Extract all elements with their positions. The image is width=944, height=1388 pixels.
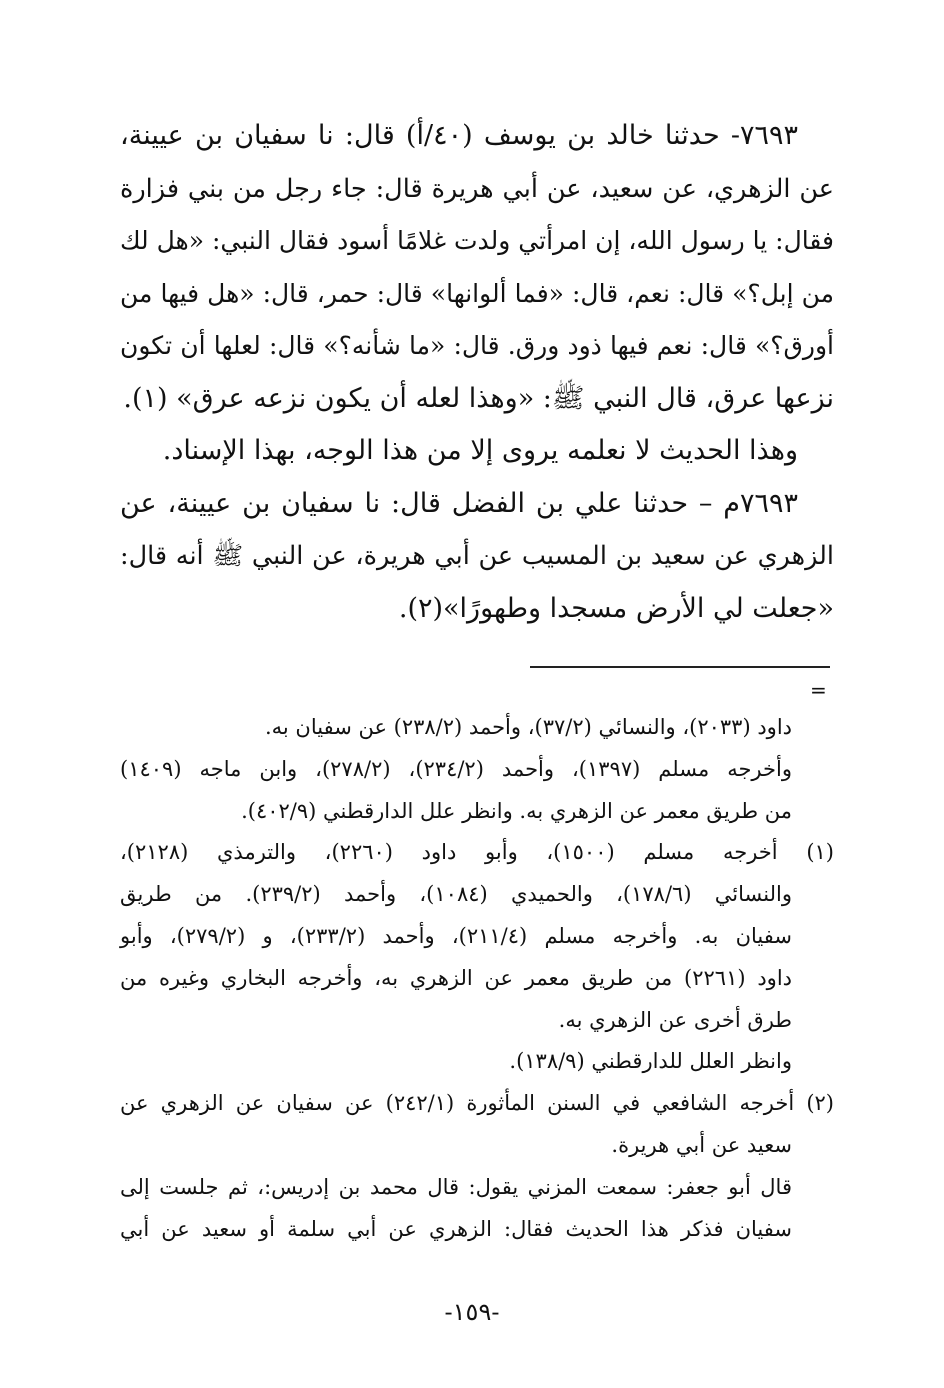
footnote-line: طرق أخرى عن الزهري به. — [558, 1007, 792, 1032]
main-text-line: عن الزهري، عن سعيد، عن أبي هريرة قال: جاء رجل من بني فزارة — [120, 173, 834, 204]
main-text-line: نزعها عرق، قال النبي ﷺ: «وهذا لعله أن يكون نزعه عرق» (١). — [123, 382, 834, 414]
main-text — [120, 110, 834, 635]
footnote-line: قال أبو جعفر: سمعت المزني يقول: قال محمد بن إدريس:، ثم جلست إلى — [120, 1174, 792, 1199]
footnote-line: والنسائي (١٧٨/٦)، والحميدي (١٠٨٤)، وأحمد (٢٣٩/٢). من طريق — [120, 882, 792, 907]
footnote-line: سعيد عن أبي هريرة. — [611, 1132, 792, 1157]
main-text-line: الزهري عن سعيد بن المسيب عن أبي هريرة، عن النبي ﷺ أنه قال: — [120, 541, 834, 571]
footnote-line: (٢) أخرجه الشافعي في السنن المأثورة (٢٤٢/١) عن سفيان عن الزهري عن — [120, 1091, 834, 1116]
footnote-line: داود (٢٢٦١) من طريق معمر عن الزهري به، وأخرجه البخاري وغيره من — [120, 965, 793, 990]
page-number: -١٥٩- — [444, 1298, 500, 1326]
footnote-line: سفيان فذكر هذا الحديث فقال: الزهري عن أبي سلمة أو سعيد عن أبي — [120, 1216, 792, 1241]
continuation-mark: = — [810, 678, 827, 702]
main-text-line: «جعلت لي الأرض مسجدا وطهورًا»(٢). — [398, 592, 834, 624]
footnote-line: (١) أخرجه مسلم (١٥٠٠)، وأبو داود (٢٢٦٠)، والترمذي (٢١٢٨)، — [120, 840, 834, 865]
footnote-line: من طريق معمر عن الزهري به. وانظر علل الدارقطني (٤٠٢/٩). — [241, 798, 792, 823]
main-text-line: فقال: يا رسول الله، إن امرأتي ولدت غلامًا أسود فقال النبي: «هل لك — [119, 226, 834, 255]
footnotes — [120, 707, 834, 1250]
footnote-line: وانظر العلل للدارقطني (١٣٨/٩). — [509, 1049, 792, 1074]
footnote-separator — [530, 666, 830, 668]
main-text-line: من إبل؟» قال: نعم، قال: «فما ألوانها» قال: حمر، قال: «هل فيها من — [120, 278, 834, 308]
main-text-line: وهذا الحديث لا نعلمه يروى إلا من هذا الوجه، بهذا الإسناد. — [162, 435, 798, 466]
footnote-line: داود (٢٠٣٣)، والنسائي (٣٧/٢)، وأحمد (٢٣٨/٢) عن سفيان به. — [264, 715, 792, 739]
footnote-line: سفيان به. وأخرجه مسلم (٢١١/٤)، وأحمد (٢٣٣/٢)، و (٢٧٩/٢)، وأبو — [120, 923, 792, 948]
main-text-line: ٧٦٩٣م – حدثنا علي بن الفضل قال: نا سفيان بن عيينة، عن — [120, 487, 798, 519]
main-text-line: ٧٦٩٣- حدثنا خالد بن يوسف (٤٠/أ) قال: نا سفيان بن عيينة، — [120, 120, 798, 151]
footnote-line: وأخرجه مسلم (١٣٩٧)، وأحمد (٢٣٤/٢)، (٢٧٨/٢)، وابن ماجه (١٤٠٩) — [120, 756, 792, 781]
main-text-line: أورق؟» قال: نعم فيها ذود ورق. قال: «ما شأنه؟» قال: لعلها أن تكون — [120, 331, 834, 360]
